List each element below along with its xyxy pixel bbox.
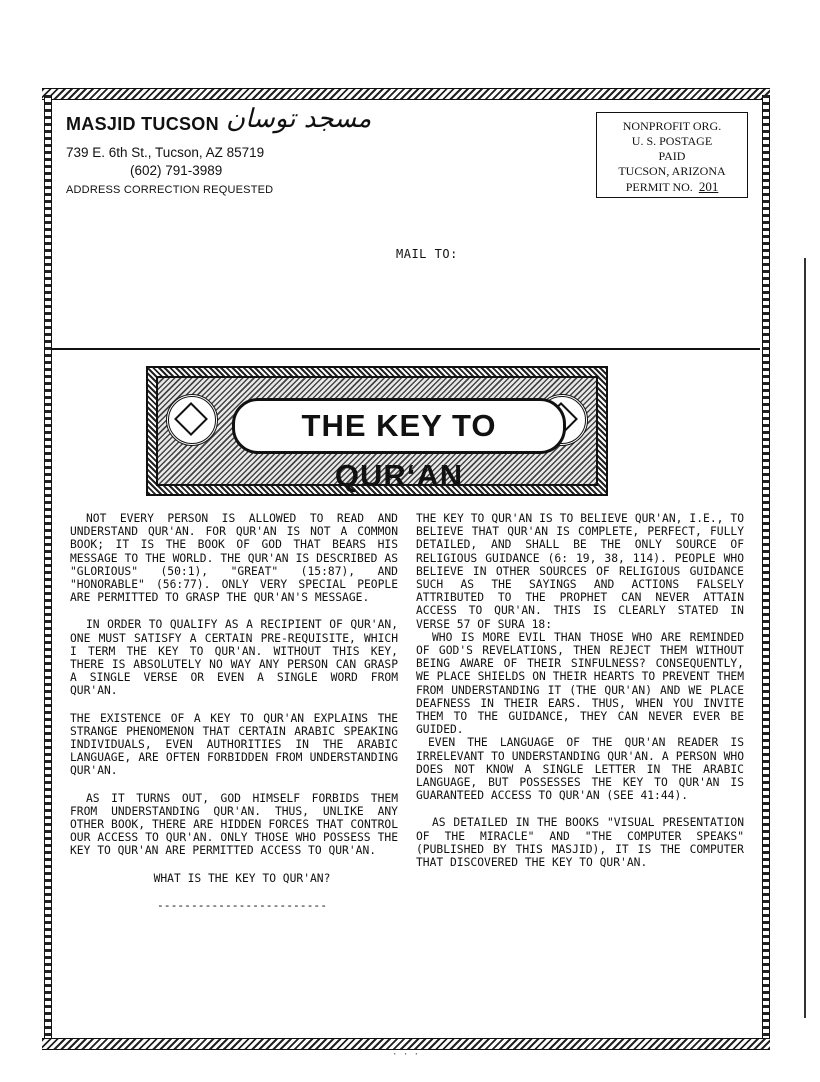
margin-line xyxy=(804,258,806,1018)
street-address: 739 E. 6th St., Tucson, AZ 85719 xyxy=(66,145,265,160)
postage-permit xyxy=(597,179,747,195)
subheading-underline: ------------------------- xyxy=(156,898,328,912)
permit-number: 201 xyxy=(698,179,719,194)
left-rosette-ornament xyxy=(166,394,218,446)
postage-line-paid: PAID xyxy=(658,149,686,163)
left-paragraph-3: THE EXISTENCE OF A KEY TO QUR'AN EXPLAINS THE STRANGE PHENOMENON THAT CERTAIN ARABIC SPEAKING INDIVIDUALS, EVEN AUTHORITIES IN THE ARABIC LANGUAGE, ARE OFTEN FORBIDDEN FROM UNDERSTANDING QUR'AN. xyxy=(70,711,398,778)
right-paragraph-3: AS DETAILED IN THE BOOKS "VISUAL PRESENTATION OF THE MIRACLE" AND "THE COMPUTER SPEAKS" (PUBLISHED BY THIS MASJID), IT IS THE COMPUTER THAT DISCOVERED THE KEY TO QUR'AN. xyxy=(416,816,744,870)
title-banner xyxy=(146,366,608,496)
org-name-arabic: مسجد توسان xyxy=(226,104,372,134)
postage-line-nonprofit: NONPROFIT ORG. xyxy=(622,119,722,133)
left-paragraph-1: NOT EVERY PERSON IS ALLOWED TO READ AND UNDERSTAND QUR'AN. FOR QUR'AN IS NOT A COMMON BOOK; IT IS THE BOOK OF GOD THAT BEARS HIS MESSAGE TO THE WORLD. THE QUR'AN IS DESCRIBED AS "GLORIOUS" (50:1), "GREAT" (15:87), AND "HONORABLE" (56:77). ONLY VERY SPECIAL PEOPLE ARE PERMITTED TO GRASP THE QUR'AN'S MESSAGE. xyxy=(70,512,398,605)
bottom-rope-border xyxy=(42,1038,770,1050)
postage-line-us-postage: U. S. POSTAGE xyxy=(631,134,713,148)
left-paragraph-2: IN ORDER TO QUALIFY AS A RECIPIENT OF QUR'AN, ONE MUST SATISFY A CERTAIN PRE-REQUISITE, WHICH I TERM THE KEY TO QUR'AN. WITHOUT THIS KEY, THERE IS ABSOLUTELY NO WAY ANY PERSON CAN GRASP A SINGLE VERSE OR EVEN A SINGLE WORD FROM QUR'AN. xyxy=(70,618,398,698)
left-rope-border xyxy=(44,95,52,1043)
right-paragraph-2: EVEN THE LANGUAGE OF THE QUR'AN READER IS IRRELEVANT TO UNDERSTANDING QUR'AN. A PERSON WHO DOES NOT KNOW A SINGLE LETTER IN THE ARABIC LANGUAGE, BUT POSSESSES THE KEY TO QUR'AN IS GUARANTEED ACCESS TO QUR'AN (SEE 41:44). xyxy=(416,736,744,803)
postage-line-city: TUCSON, ARIZONA xyxy=(618,164,726,178)
right-column xyxy=(416,512,744,883)
right-rope-border xyxy=(762,95,770,1043)
right-paragraph-1: THE KEY TO QUR'AN IS TO BELIEVE QUR'AN, I.E., TO BELIEVE THAT QUR'AN IS COMPLETE, PERFECT, FULLY DETAILED, AND SHALL BE THE ONLY SOURCE OF RELIGIOUS GUIDANCE (6: 19, 38, 114). PEOPLE WHO BELIEVE IN OTHER SOURCES OF RELIGIOUS GUIDANCE SUCH AS THE SAYINGS AND ACTIONS FALSELY ATTRIBUTED TO THE PROPHET CAN NEVER ATTAIN ACCESS TO QUR'AN. THIS IS CLEARLY STATED IN VERSE 57 OF SURA 18: xyxy=(416,512,744,631)
mail-to-label: MAIL TO: xyxy=(396,247,458,261)
postage-indicia xyxy=(596,112,748,198)
mailing-divider xyxy=(52,348,760,350)
quran-quotation: WHO IS MORE EVIL THAN THOSE WHO ARE REMINDED OF GOD'S REVELATIONS, THEN REJECT THEM WITHOUT BEING AWARE OF THEIR SINFULNESS? CONSEQUENTLY, WE PLACE SHIELDS ON THEIR HEARTS TO PREVENT THEM FROM UNDERSTANDING IT (THE QUR'AN) AND WE PLACE DEAFNESS IN THEIR EARS. THUS, WHEN YOU INVITE THEM TO THE GUIDANCE, THEY CAN NEVER EVER BE GUIDED. xyxy=(416,630,744,737)
page-footer-mark: · · · xyxy=(392,1050,420,1060)
left-column xyxy=(70,512,398,926)
left-paragraph-4: AS IT TURNS OUT, GOD HIMSELF FORBIDS THEM FROM UNDERSTANDING QUR'AN. THUS, UNLIKE ANY OTHER BOOK, THERE ARE HIDDEN FORCES THAT CONTROL OUR ACCESS TO QUR'AN. ONLY THOSE WHO POSSESS THE KEY TO QUR'AN ARE PERMITTED ACCESS TO QUR'AN. xyxy=(70,791,398,858)
address-correction-note: ADDRESS CORRECTION REQUESTED xyxy=(66,184,274,196)
phone-number: (602) 791-3989 xyxy=(130,163,223,178)
permit-label: PERMIT NO. xyxy=(625,180,693,194)
top-rope-border xyxy=(42,88,770,100)
page-title: THE KEY TO QUR‘AN xyxy=(232,398,566,454)
section-subheading: WHAT IS THE KEY TO QUR'AN? xyxy=(153,871,331,885)
org-name: MASJID TUCSON xyxy=(66,114,219,134)
